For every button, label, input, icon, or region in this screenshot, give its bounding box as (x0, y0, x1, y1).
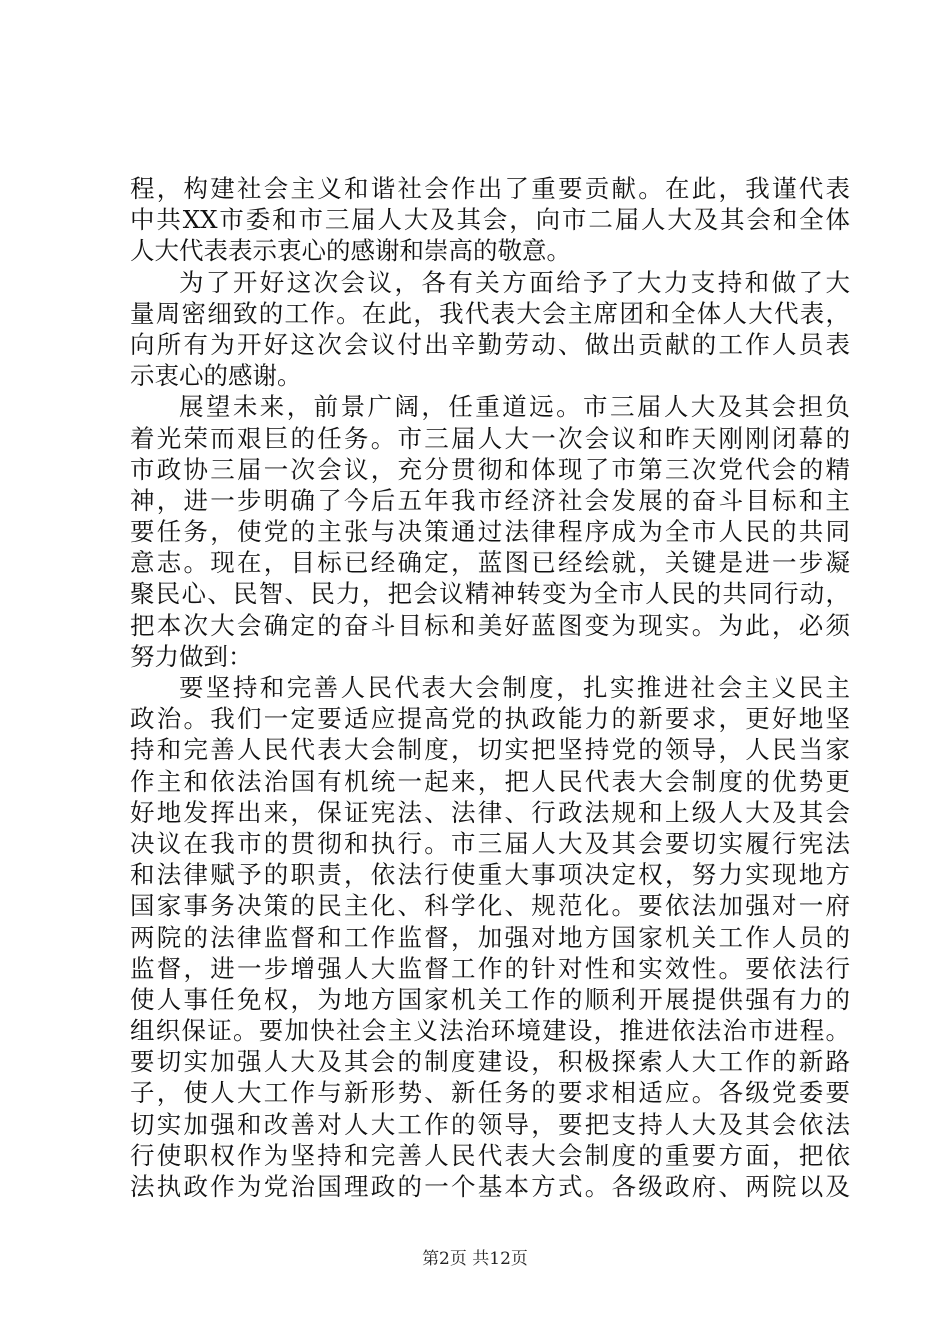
text-line: 向所有为开好这次会议付出辛勤劳动、做出贡献的工作人员表 (130, 329, 850, 359)
text-line: 意志。现在，目标已经确定，蓝图已经绘就，关键是进一步凝 (130, 548, 850, 578)
text-line: 政治。我们一定要适应提高党的执政能力的新要求，更好地坚 (130, 704, 850, 734)
text-line: 切实加强和改善对人大工作的领导，要把支持人大及其会依法 (130, 1109, 850, 1139)
text-line: 组织保证。要加快社会主义法治环境建设，推进依法治市进程。 (130, 1016, 850, 1046)
text-line: 使人事任免权，为地方国家机关工作的顺利开展提供强有力的 (130, 984, 850, 1014)
text-line: 着光荣而艰巨的任务。市三届人大一次会议和昨天刚刚闭幕的 (130, 423, 850, 453)
paragraph-first-line: 展望未来，前景广阔，任重道远。市三届人大及其会担负 (179, 392, 850, 422)
text-line: 程，构建社会主义和谐社会作出了重要贡献。在此，我谨代表 (130, 174, 850, 203)
text-line: 神，进一步明确了今后五年我市经济社会发展的奋斗目标和主 (130, 485, 850, 515)
text-line: 聚民心、民智、民力，把会议精神转变为全市人民的共同行动， (130, 579, 850, 609)
text-line: 持和完善人民代表大会制度，切实把坚持党的领导，人民当家 (130, 735, 850, 765)
text-line: 两院的法律监督和工作监督，加强对地方国家机关工作人员的 (130, 922, 850, 952)
text-line: 作主和依法治国有机统一起来，把人民代表大会制度的优势更 (130, 766, 850, 796)
paragraph-first-line: 要坚持和完善人民代表大会制度，扎实推进社会主义民主 (179, 673, 850, 702)
text-line: 市政协三届一次会议，充分贯彻和体现了市第三次党代会的精 (130, 454, 850, 484)
text-line: 把本次大会确定的奋斗目标和美好蓝图变为现实。为此，必须 (130, 610, 850, 640)
text-line: 人大代表表示衷心的感谢和崇高的敬意。 (130, 236, 571, 266)
text-line: 中共XX市委和市三届人大及其会，向市二届人大及其会和全体 (130, 205, 850, 235)
text-line: 量周密细致的工作。在此，我代表大会主席团和全体人大代表， (130, 298, 850, 328)
paragraph-first-line: 为了开好这次会议，各有关方面给予了大力支持和做了大 (179, 267, 850, 297)
text-line: 子，使人大工作与新形势、新任务的要求相适应。各级党委要 (130, 1078, 850, 1108)
body-text (130, 173, 850, 1202)
text-line: 要任务，使党的主张与决策通过法律程序成为全市人民的共同 (130, 517, 850, 547)
text-line: 行使职权作为坚持和完善人民代表大会制度的重要方面，把依 (130, 1140, 850, 1170)
text-line: 好地发挥出来，保证宪法、法律、行政法规和上级人大及其会 (130, 797, 850, 827)
text-line: 监督，进一步增强人大监督工作的针对性和实效性。要依法行 (130, 953, 850, 983)
text-line: 法执政作为党治国理政的一个基本方式。各级政府、两院以及 (130, 1172, 850, 1201)
text-line: 努力做到： (130, 641, 253, 671)
page-footer (0, 1244, 950, 1269)
text-line: 要切实加强人大及其会的制度建设，积极探索人大工作的新路 (130, 1047, 850, 1077)
page-number-label: 第2页 共12页 (422, 1249, 528, 1269)
text-line: 和法律赋予的职责，依法行使重大事项决定权，努力实现地方 (130, 860, 850, 890)
text-line: 决议在我市的贯彻和执行。市三届人大及其会要切实履行宪法 (130, 828, 850, 858)
text-line: 国家事务决策的民主化、科学化、规范化。要依法加强对一府 (130, 891, 850, 921)
text-line: 示衷心的感谢。 (130, 361, 302, 391)
